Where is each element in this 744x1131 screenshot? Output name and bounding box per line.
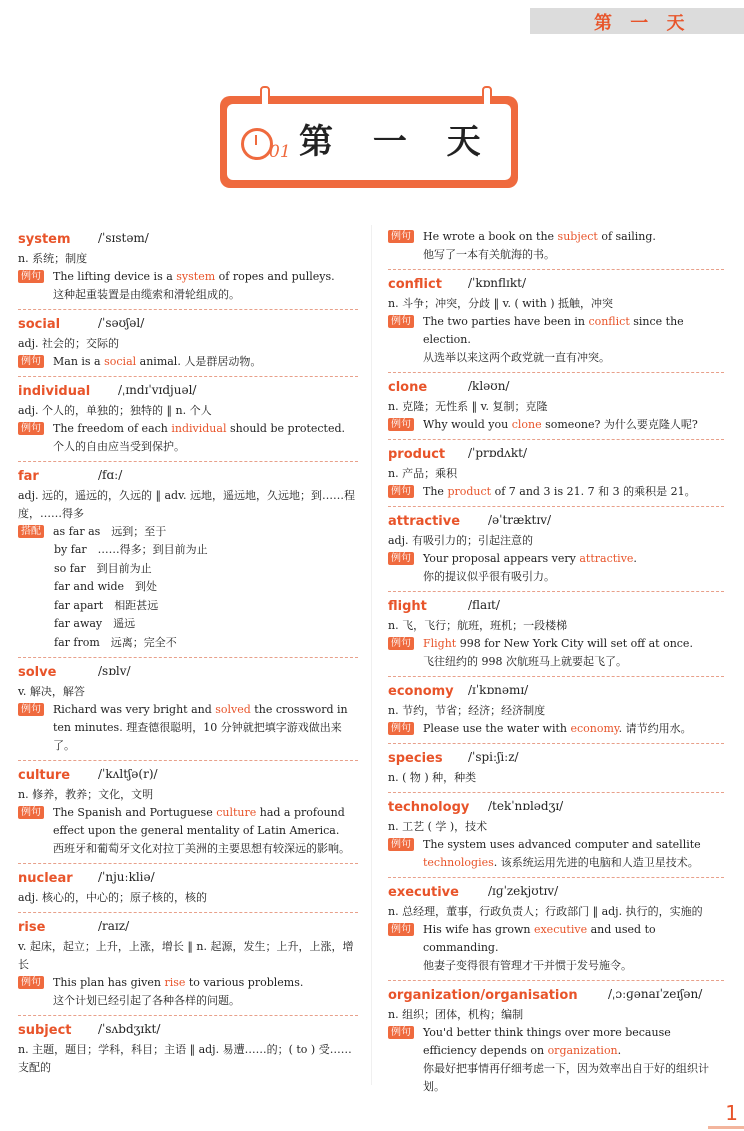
- example-text: of 7 and 3 is 21. 7 和 3 的乘积是 21。: [491, 485, 696, 498]
- example-tag: 例句: [388, 637, 414, 650]
- example-text: Why would you: [423, 418, 512, 431]
- example-tag: 例句: [388, 418, 414, 431]
- day-banner-inner: [227, 104, 511, 180]
- chapter-tab-label: 第 一 天: [594, 13, 691, 34]
- entry-pron: /raɪz/: [98, 919, 130, 933]
- entry: [18, 310, 358, 377]
- example-text: The freedom of each: [53, 422, 172, 435]
- phrase-item: far from 远离；完全不: [54, 635, 177, 649]
- highlight-word: conflict: [588, 315, 630, 328]
- entry-pron: /ˌɪndɪˈvɪdjuəl/: [118, 383, 197, 397]
- entry-pron: /tekˈnɒlədʒɪ/: [488, 799, 564, 813]
- entry-word: culture: [18, 768, 71, 783]
- example-sentence: [388, 416, 724, 434]
- entry-word: attractive: [388, 514, 461, 529]
- day-banner: [220, 96, 518, 188]
- translation: 西班牙和葡萄牙文化对拉丁美洲的主要思想有较深远的影响。: [53, 842, 350, 855]
- example-text: since the election.: [423, 315, 684, 346]
- example-tag: 例句: [18, 976, 44, 989]
- example-text: and used to commanding.: [423, 923, 656, 954]
- highlight-word: executive: [533, 923, 588, 936]
- entry-pron: /ɪɡˈzekjʊtɪv/: [488, 884, 559, 898]
- translation: 你最好把事情再仔细考虑一下，因为效率出自于好的组织计划。: [423, 1062, 709, 1093]
- example-text: of sailing.: [597, 230, 656, 243]
- highlight-word: organization: [547, 1044, 618, 1057]
- entry-pron: /ˈkɒnflɪkt/: [468, 276, 527, 290]
- example-text: .: [617, 1044, 622, 1057]
- entry-word: flight: [388, 599, 427, 614]
- entry-pron: /ˈsɪstəm/: [98, 231, 149, 245]
- example-text: He wrote a book on the: [423, 230, 558, 243]
- entry-head: [18, 313, 358, 335]
- entry-pron: /ˈspiːʃiːz/: [468, 750, 519, 764]
- entry: [388, 793, 724, 878]
- entry-word: executive: [388, 885, 459, 900]
- example-tag: 例句: [388, 485, 414, 498]
- example-sentence: [18, 353, 358, 371]
- entry-definition: n. 组织；团体，机构；编制: [388, 1008, 524, 1021]
- entry-word: organization/organisation: [388, 988, 578, 1003]
- highlight-word: social: [104, 355, 137, 368]
- translation: 你的提议似乎很有吸引力。: [423, 570, 555, 583]
- example-sentence: [388, 720, 724, 738]
- entry-head: [18, 867, 358, 889]
- entry-definition: n. 工艺 ( 学 )，技术: [388, 820, 488, 833]
- entry-word: system: [18, 232, 71, 247]
- entry-definition: n. 系统；制度: [18, 252, 88, 265]
- highlight-word: economy: [570, 722, 619, 735]
- entry-head: [18, 916, 358, 938]
- entry-head: [388, 747, 724, 769]
- example-text: . 请节约用水。: [618, 722, 692, 735]
- example-text: animal. 人是群居动物。: [136, 355, 262, 368]
- example-text: The two parties have been in: [423, 315, 589, 328]
- entry: [18, 377, 358, 462]
- chapter-tab: [530, 8, 744, 34]
- example-text: His wife has grown: [423, 923, 534, 936]
- entry-definition: v. 解决，解答: [18, 685, 85, 698]
- entry-word: rise: [18, 920, 46, 935]
- page-number-bar: [708, 1126, 744, 1129]
- highlight-word: subject: [557, 230, 598, 243]
- entry-head: [388, 376, 724, 398]
- entry-definition: n. ( 物 ) 种，种类: [388, 771, 477, 784]
- example-sentence: [18, 523, 358, 541]
- example-text: .: [633, 552, 637, 565]
- entry-definition: n. 节约，节省；经济；经济制度: [388, 704, 546, 717]
- entry: [18, 225, 358, 310]
- entry: [388, 744, 724, 793]
- entry: [18, 1016, 358, 1082]
- entry-pron: /ˈsəʊʃəl/: [98, 316, 145, 330]
- entry: [388, 373, 724, 440]
- entry-word: far: [18, 469, 39, 484]
- example-text: You'd better think things over more because efficiency depends on: [423, 1026, 671, 1057]
- entry-definition: adj. 社会的；交际的: [18, 337, 120, 350]
- entry-head: [18, 764, 358, 786]
- example-text: The: [423, 485, 448, 498]
- entry: [18, 462, 358, 658]
- example-text: had a profound effect upon the general mentality of Latin America.: [53, 806, 345, 837]
- entry-head: [18, 228, 358, 250]
- entry-definition: v. 起床，起立；上升，上涨，增长 ‖ n. 起源，发生；上升，上涨，增长: [18, 940, 354, 971]
- entry-head: [388, 273, 724, 295]
- example-sentence: [388, 483, 724, 501]
- translation: 从选举以来这两个政党就一直有冲突。: [423, 351, 610, 364]
- entry-word: technology: [388, 800, 470, 815]
- example-tag: 例句: [388, 315, 414, 328]
- example-text: should be protected.: [226, 422, 346, 435]
- phrase-item: by far ……得多；到目前为止: [54, 543, 208, 556]
- example-text: Richard was very bright and: [53, 703, 216, 716]
- entry-head: [388, 881, 724, 903]
- example-text: . 该系统运用先进的电脑和人造卫星技术。: [493, 856, 699, 869]
- entry-definition: n. 主题，题目；学科，科目；主语 ‖ adj. 易遭……的；( to ) 受……支配的: [18, 1043, 352, 1074]
- translation: 这个计划已经引起了各种各样的问题。: [53, 994, 240, 1007]
- example-sentence: [18, 268, 358, 304]
- entry-head: [388, 443, 724, 465]
- entry: [388, 225, 724, 270]
- example-sentence: [388, 228, 724, 264]
- phrase-item: far apart 相距甚远: [54, 598, 159, 612]
- example-text: This plan has given: [53, 976, 165, 989]
- entry-head: [18, 465, 358, 487]
- highlight-word: technologies: [423, 856, 494, 869]
- example-tag: 例句: [18, 422, 44, 435]
- example-text: of ropes and pulleys.: [215, 270, 335, 283]
- entry-word: species: [388, 751, 443, 766]
- entry: [388, 878, 724, 981]
- entry-definition: n. 克隆；无性系 ‖ v. 复制；克隆: [388, 400, 548, 413]
- entry-pron: /sɒlv/: [98, 664, 131, 678]
- example-sentence: [18, 420, 358, 456]
- entry-pron: /ˈsʌbdʒɪkt/: [98, 1022, 161, 1036]
- entry-head: [388, 510, 724, 532]
- highlight-word: culture: [216, 806, 257, 819]
- translation: 个人的自由应当受到保护。: [53, 440, 185, 453]
- column-divider: [371, 225, 372, 1085]
- entry-word: individual: [18, 384, 91, 399]
- example-tag: 例句: [388, 923, 414, 936]
- entry-pron: /fɑː/: [98, 468, 123, 482]
- entry: [388, 440, 724, 507]
- left-column: [18, 225, 358, 1082]
- entry-pron: /ˈprɒdʌkt/: [468, 446, 528, 460]
- example-tag: 例句: [18, 806, 44, 819]
- phrase-item: far and wide 到处: [54, 580, 158, 593]
- example-text: 998 for New York City will set off at once.: [456, 637, 693, 650]
- entry-word: social: [18, 317, 61, 332]
- entry: [18, 761, 358, 864]
- example-text: to various problems.: [185, 976, 304, 989]
- example-text: someone? 为什么要克隆人呢?: [541, 418, 698, 431]
- example-sentence: [388, 1024, 724, 1096]
- entry-pron: /kləʊn/: [468, 379, 510, 393]
- highlight-word: rise: [164, 976, 186, 989]
- phrase-item: so far 到目前为止: [54, 561, 152, 575]
- entry-head: [388, 796, 724, 818]
- entry: [388, 981, 724, 1101]
- entry-word: nuclear: [18, 871, 73, 886]
- highlight-word: solved: [215, 703, 251, 716]
- entry-definition: n. 飞，飞行；航班，班机；一段楼梯: [388, 619, 568, 632]
- translation: 他妻子变得很有管理才干并惯于发号施令。: [423, 959, 632, 972]
- entry-pron: /ˈkʌltʃə(r)/: [98, 767, 158, 781]
- example-tag: 例句: [18, 270, 44, 283]
- day-title: 第 一 天: [299, 122, 495, 162]
- example-text: The system uses advanced computer and satellite: [423, 838, 701, 851]
- example-tag: 例句: [388, 230, 414, 243]
- entry-head: [388, 680, 724, 702]
- entry-head: [388, 595, 724, 617]
- example-text: Your proposal appears very: [423, 552, 580, 565]
- entry-definition: n. 修养，教养；文化，文明: [18, 788, 154, 801]
- entry-word: product: [388, 447, 446, 462]
- entry-word: clone: [388, 380, 428, 395]
- entry-word: conflict: [388, 277, 442, 292]
- highlight-word: attractive: [579, 552, 634, 565]
- entry-pron: /ɪˈkɒnəmɪ/: [468, 683, 529, 697]
- example-sentence: [18, 974, 358, 1010]
- entry-head: [18, 380, 358, 402]
- entry-definition: adj. 有吸引力的；引起注意的: [388, 534, 534, 547]
- example-tag: 例句: [18, 703, 44, 716]
- example-sentence: [388, 921, 724, 975]
- entry-head: [18, 1019, 358, 1041]
- phrase-item: far away 遥远: [54, 617, 136, 630]
- entry-definition: n. 产品；乘积: [388, 467, 458, 480]
- highlight-word: clone: [511, 418, 542, 431]
- entry: [388, 592, 724, 677]
- example-tag: 例句: [388, 1026, 414, 1039]
- entry-word: subject: [18, 1023, 72, 1038]
- page-number: 1: [725, 1101, 738, 1125]
- example-sentence: [388, 313, 724, 367]
- example-sentence: [388, 635, 724, 671]
- example-tag: 例句: [388, 838, 414, 851]
- example-tag: 例句: [388, 722, 414, 735]
- highlight-word: Flight: [423, 637, 457, 650]
- entry-definition: adj. 远的，遥远的，久远的 ‖ adv. 远地，遥远地，久远地；到……程度，……得多: [18, 489, 355, 520]
- entry-definition: n. 总经理，董事，行政负责人；行政部门 ‖ adj. 执行的，实施的: [388, 905, 703, 918]
- example-tag: 例句: [18, 355, 44, 368]
- entry-pron: /ˌɔːɡənaɪˈzeɪʃən/: [608, 987, 703, 1001]
- translation: 飞往纽约的 998 次航班马上就要起飞了。: [423, 655, 627, 668]
- example-text: Please use the water with: [423, 722, 571, 735]
- entry-definition: n. 斗争；冲突，分歧 ‖ v. ( with ) 抵触，冲突: [388, 297, 613, 310]
- right-column: [388, 225, 724, 1101]
- example-sentence: [18, 701, 358, 755]
- entry: [18, 913, 358, 1016]
- entry: [18, 658, 358, 761]
- translation: 这种起重装置是由缆索和滑轮组成的。: [53, 288, 240, 301]
- entry-definition: adj. 个人的，单独的；独特的 ‖ n. 个人: [18, 404, 212, 417]
- example-tag: 例句: [388, 552, 414, 565]
- entry: [388, 677, 724, 744]
- example-text: the crossword in ten minutes. 理查德很聪明，10 分钟就把填字游戏做出来了。: [53, 703, 348, 752]
- entry-word: economy: [388, 684, 454, 699]
- entry-word: solve: [18, 665, 57, 680]
- entry-pron: /əˈtræktɪv/: [488, 513, 552, 527]
- entry: [388, 270, 724, 373]
- entry-head: [18, 661, 358, 683]
- example-sentence: [388, 836, 724, 872]
- entry-pron: /ˈnjuːkliə/: [98, 870, 155, 884]
- example-sentence: [388, 550, 724, 586]
- entry: [388, 507, 724, 592]
- highlight-word: product: [447, 485, 492, 498]
- example-tag: 搭配: [18, 525, 44, 538]
- example-text: The lifting device is a: [53, 270, 177, 283]
- day-number: 01: [269, 142, 291, 162]
- example-sentence: [18, 804, 358, 858]
- example-text: as far as 远到；至于: [53, 525, 167, 538]
- example-text: The Spanish and Portuguese: [53, 806, 217, 819]
- example-text: Man is a: [53, 355, 105, 368]
- highlight-word: individual: [171, 422, 227, 435]
- entry: [18, 864, 358, 913]
- entry-definition: adj. 核心的，中心的；原子核的，核的: [18, 891, 208, 904]
- translation: 他写了一本有关航海的书。: [423, 248, 555, 261]
- entry-head: [388, 984, 724, 1006]
- entry-pron: /flaɪt/: [468, 598, 500, 612]
- highlight-word: system: [176, 270, 216, 283]
